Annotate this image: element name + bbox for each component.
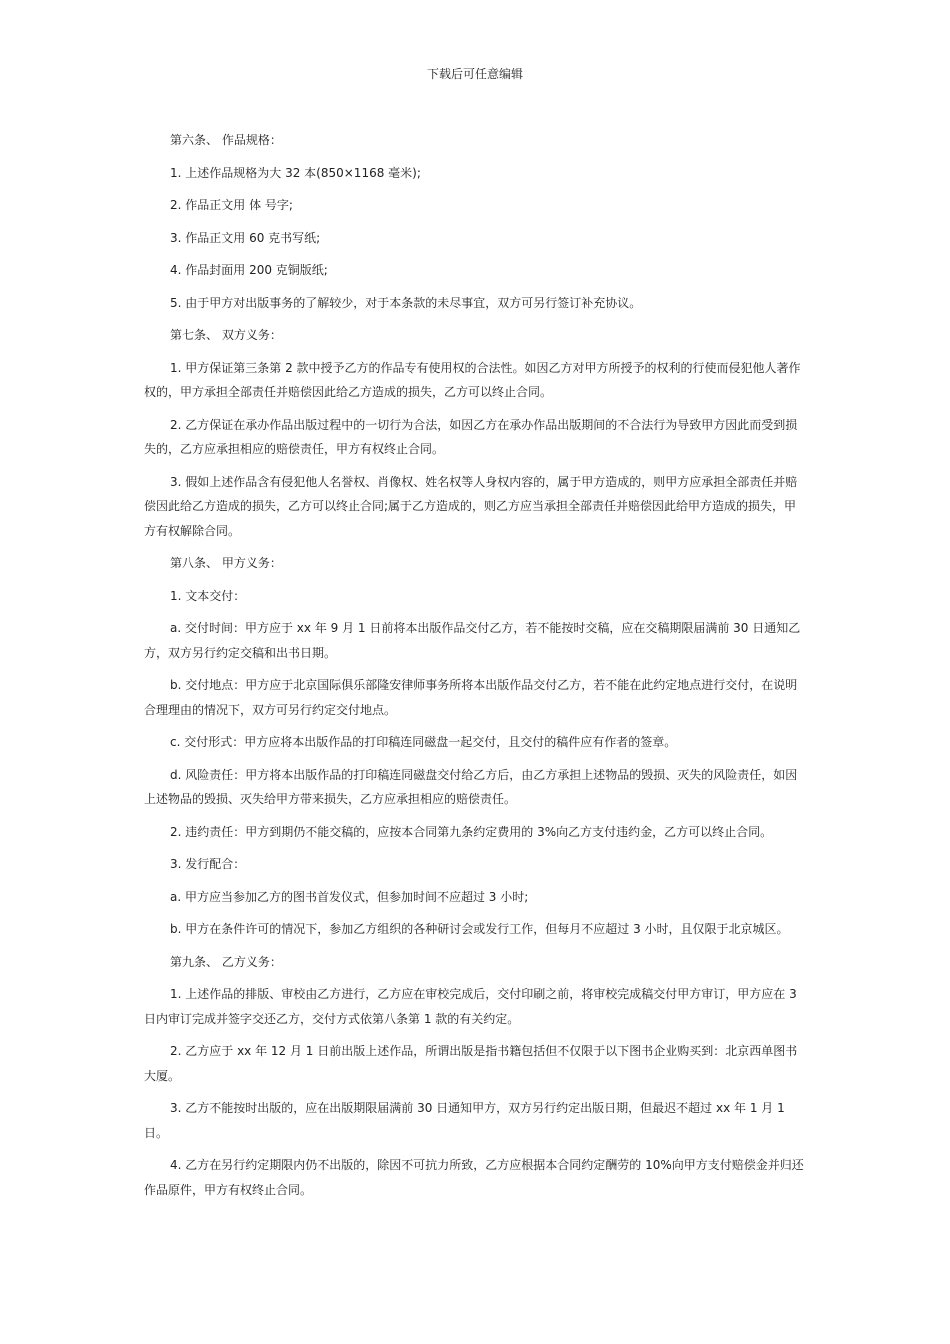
page-header: 下载后可任意编辑: [426, 67, 523, 81]
paragraph: 2. 作品正文用 体 号字;: [170, 198, 293, 212]
paragraph: a. 交付时间：甲方应于 xx 年 9 月 1 日前将本出版作品交付乙方，若不能按时交稿，应在交稿期限届满前 30 日通知乙方，双方另行约定交稿和出书日期。: [144, 621, 801, 660]
paragraph: d. 风险责任：甲方将本出版作品的打印稿连同磁盘交付给乙方后，由乙方承担上述物品的毁损、灭失的风险责任，如因上述物品的毁损、灭失给甲方带来损失，乙方应承担相应的赔偿责任。: [144, 767, 798, 806]
paragraph: 2. 乙方应于 xx 年 12 月 1 日前出版上述作品，所谓出版是指书籍包括但不仅限于以下图书企业购买到：北京西单图书大厦。: [144, 1044, 798, 1083]
paragraph: b. 交付地点：甲方应于北京国际俱乐部隆安律师事务所将本出版作品交付乙方，若不能在此约定地点进行交付，在说明合理理由的情况下，双方可另行约定交付地点。: [144, 678, 798, 717]
paragraph: 1. 甲方保证第三条第 2 款中授予乙方的作品专有使用权的合法性。如因乙方对甲方所授予的权利的行使而侵犯他人著作权的，甲方承担全部责任并赔偿因此给乙方造成的损失，乙方可以终止合同。: [144, 360, 801, 399]
paragraph: 4. 乙方在另行约定期限内仍不出版的，除因不可抗力所致，乙方应根据本合同约定酬劳的 10%向甲方支付赔偿金并归还作品原件，甲方有权终止合同。: [144, 1158, 804, 1197]
paragraph: 3. 假如上述作品含有侵犯他人名誉权、肖像权、姓名权等人身权内容的，属于甲方造成的，则甲方应承担全部责任并赔偿因此给乙方造成的损失，乙方可以终止合同;属于乙方造成的，则乙方应当承担全部责任并赔偿因此给甲方造成的损失，甲方有权解除合同。: [144, 474, 798, 538]
paragraph: 5. 由于甲方对出版事务的了解较少，对于本条款的未尽事宜，双方可另行签订补充协议。: [170, 295, 642, 310]
section-heading-article-7: 第七条、 双方义务：: [170, 328, 282, 342]
paragraph: 3. 发行配合：: [170, 857, 246, 871]
paragraph: 3. 乙方不能按时出版的，应在出版期限届满前 30 日通知甲方，双方另行约定出版日期，但最迟不超过 xx 年 1 月 1 日。: [144, 1101, 785, 1140]
paragraph: a. 甲方应当参加乙方的图书首发仪式，但参加时间不应超过 3 小时;: [170, 889, 529, 904]
paragraph: 1. 文本交付：: [170, 588, 246, 603]
section-heading-article-8: 第八条、 甲方义务：: [170, 556, 282, 570]
paragraph: 3. 作品正文用 60 克书写纸;: [170, 230, 321, 245]
paragraph: 1. 上述作品的排版、审校由乙方进行，乙方应在审校完成后，交付印刷之前，将审校完成稿交付甲方审订，甲方应在 3 日内审订完成并签字交还乙方，交付方式依第八条第 1 款的有关约定。: [144, 987, 797, 1026]
paragraph: c. 交付形式：甲方应将本出版作品的打印稿连同磁盘一起交付，且交付的稿件应有作者的签章。: [170, 735, 677, 749]
paragraph: 4. 作品封面用 200 克铜版纸;: [170, 263, 328, 277]
section-heading-article-9: 第九条、 乙方义务：: [170, 954, 282, 969]
paragraph: 1. 上述作品规格为大 32 本(850×1168 毫米);: [170, 165, 421, 180]
section-heading-article-6: 第六条、 作品规格：: [170, 133, 282, 147]
document-body: [144, 128, 806, 1210]
paragraph: 2. 违约责任：甲方到期仍不能交稿的，应按本合同第九条约定费用的 3%向乙方支付违约金，乙方可以终止合同。: [170, 824, 773, 839]
paragraph: 2. 乙方保证在承办作品出版过程中的一切行为合法，如因乙方在承办作品出版期间的不合法行为导致甲方因此而受到损失的，乙方应承担相应的赔偿责任，甲方有权终止合同。: [144, 417, 798, 456]
paragraph: b. 甲方在条件许可的情况下，参加乙方组织的各种研讨会或发行工作，但每月不应超过 3 小时，且仅限于北京城区。: [170, 922, 789, 936]
